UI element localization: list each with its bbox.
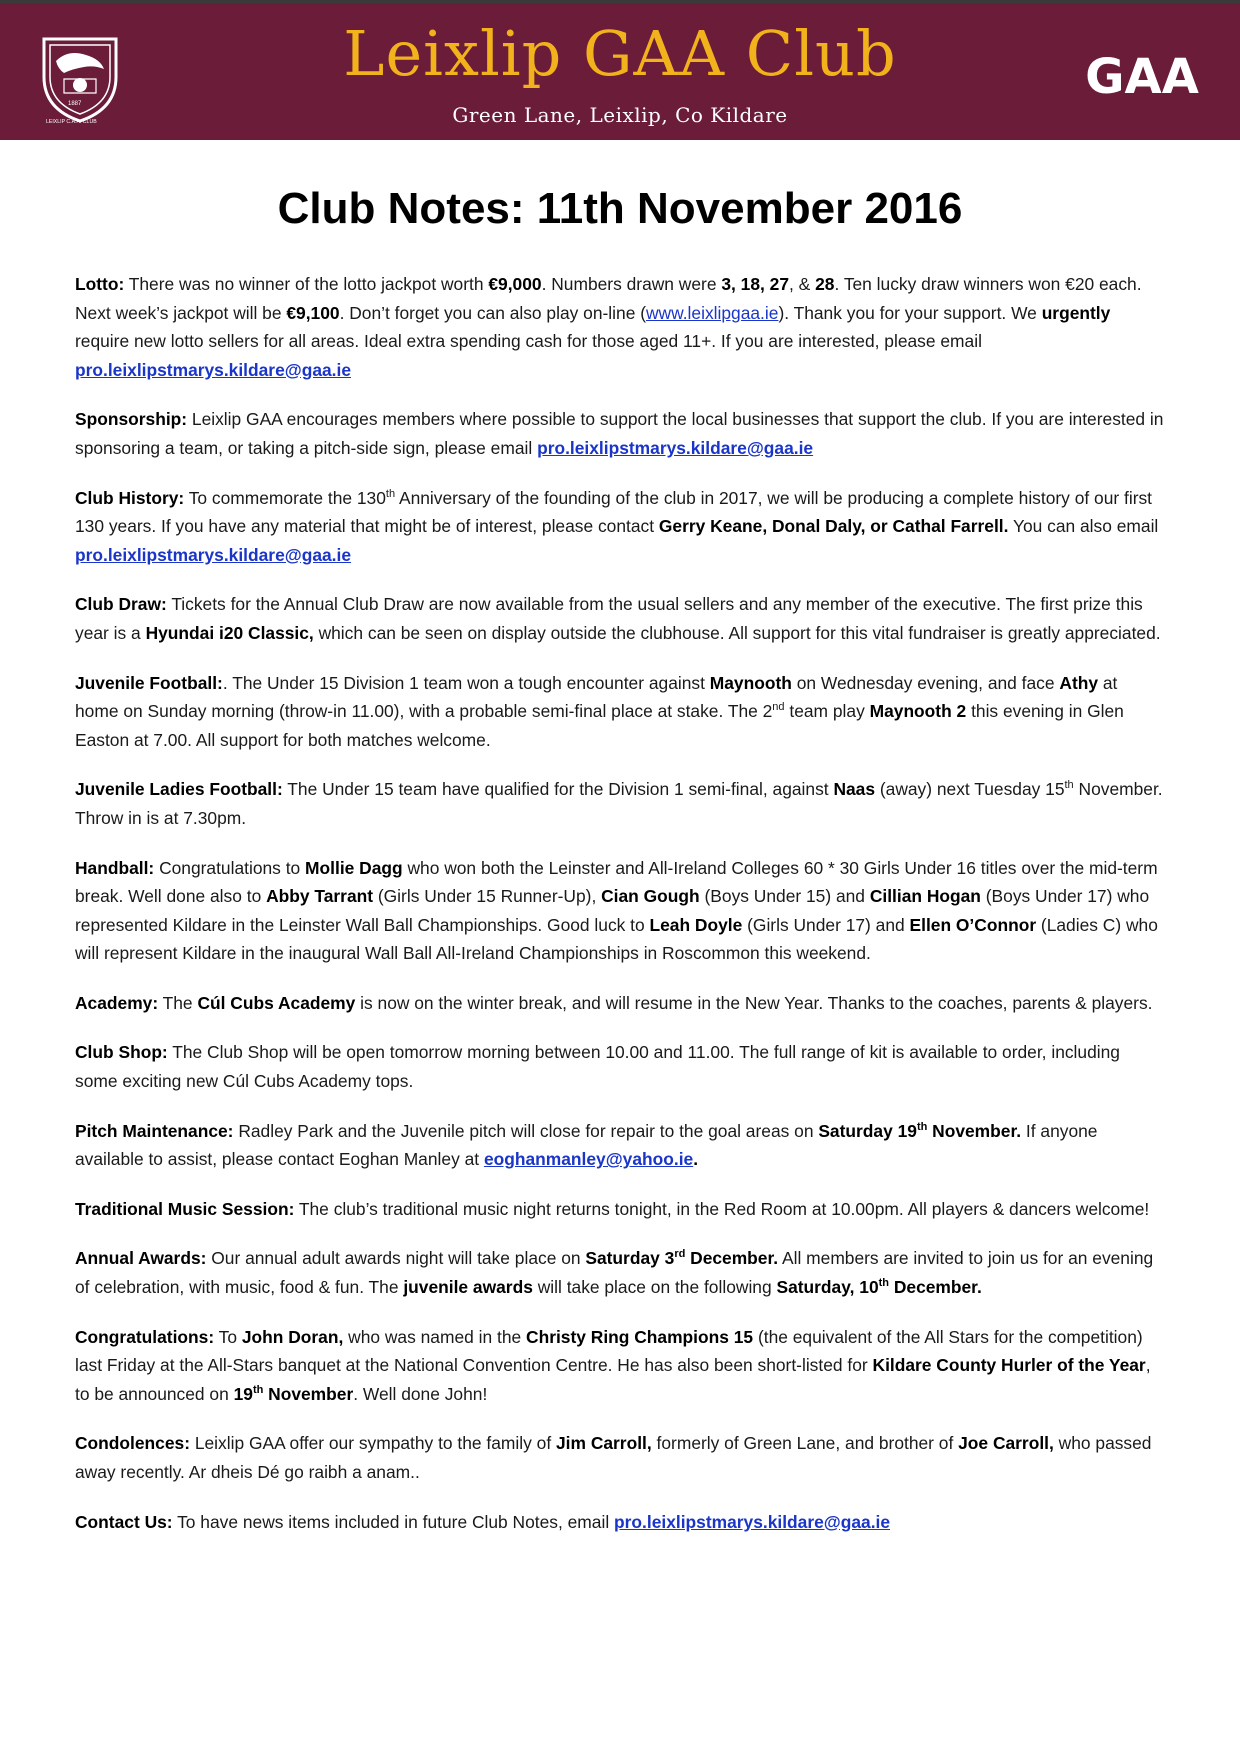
pitch-maintenance-section: Pitch Maintenance: Radley Park and the Juvenile pitch will close for repair to the goal areas on Saturday 19th November. If anyone available to assist, please contact Eoghan Manley at eoghanmanley@yahoo.ie.: [75, 1120, 1098, 1170]
contact-label: Contact Us:: [75, 1511, 173, 1532]
juvenile-football-label: Juvenile Football:: [75, 672, 223, 693]
condolences-section: Condolences: Leixlip GAA offer our sympathy to the family of Jim Carroll, formerly of Green Lane, and brother of Joe Carroll, who passed away recently. Ar dheis Dé go raibh a anam..: [75, 1433, 1152, 1482]
pitch-label: Pitch Maintenance:: [75, 1120, 234, 1141]
history-label: Club History:: [75, 487, 185, 508]
jackpot-amount: €9,000: [488, 274, 542, 294]
club-shop-section: Club Shop: The Club Shop will be open tomorrow morning between 10.00 and 11.00. The full range of kit is available to order, including some exciting new Cúl Cubs Academy tops.: [75, 1042, 1120, 1092]
email-link[interactable]: pro.leixlipstmarys.kildare@gaa.ie: [614, 1511, 891, 1532]
eoghan-email-link[interactable]: eoghanmanley@yahoo.ie: [483, 1149, 694, 1170]
crest-year: 1887: [68, 101, 82, 107]
next-jackpot: €9,100: [286, 302, 340, 323]
sponsorship-label: Sponsorship:: [75, 409, 188, 430]
handball-section: Handball: Congratulations to Mollie Dagg who won both the Leinster and All-Ireland Colleges 60 * 30 Girls Under 16 titles over the mid-term break. Well done also to Abby Tarrant (Girls Under 15 Runner-Up), Cian Gough (Boys Under 15) and Cillian Hogan (Boys Under 17) who represented Kildare in the Leinster Wall Ball Championships. Good luck to Leah Doyle (Girls Under 17) and Ellen O’Connor (Ladies C) who will represent Kildare in the inaugural Wall Ball All-Ireland Championships in Roscommon this weekend.: [75, 857, 1158, 964]
website-link[interactable]: www.leixlipgaa.ie: [646, 302, 779, 323]
music-label: Traditional Music Session:: [75, 1198, 295, 1219]
draw-label: Club Draw:: [75, 594, 167, 615]
academy-label: Academy:: [75, 992, 159, 1013]
congrats-label: Congratulations:: [75, 1326, 215, 1347]
lotto-label: Lotto:: [75, 274, 125, 294]
juvenile-football-section: Juvenile Football:. The Under 15 Division 1 team won a tough encounter against Maynooth on Wednesday evening, and face Athy at home on Sunday morning (throw-in 11.00), with a probable semi-final place at stake. The 2nd team play Maynooth 2 this evening in Glen Easton at 7.00. All support for both matches welcome.: [75, 672, 1124, 750]
sponsorship-section: Sponsorship: Leixlip GAA encourages members where possible to support the local businesses that support the club. If you are interested in sponsoring a team, or taking a pitch-side sign, please email pro.leixlipstmarys.kildare@gaa.ie: [75, 409, 1164, 458]
letterhead: [0, 0, 1240, 140]
annual-awards-section: Annual Awards: Our annual adult awards night will take place on Saturday 3rd December. All members are invited to join us for an evening of celebration, with music, food & fun. The juvenile awards will take place on the following Saturday, 10th December.: [75, 1248, 1154, 1298]
club-history-section: Club History: To commemorate the 130th Anniversary of the founding of the club in 2017, we will be producing a complete history of our first 130 years. If you have any material that might be of interest, please contact Gerry Keane, Donal Daly, or Cathal Farrell. You can also email pro.leixlipstmarys.kildare@gaa.ie: [75, 487, 1159, 565]
email-link[interactable]: pro.leixlipstmarys.kildare@gaa.ie: [75, 544, 352, 565]
awards-label: Annual Awards:: [75, 1248, 207, 1269]
music-session-section: Traditional Music Session: The club’s traditional music night returns tonight, in the Red Room at 10.00pm. All players & dancers welcome!: [75, 1198, 1150, 1219]
gaa-logo-text: GAA: [1085, 49, 1199, 103]
club-notes-body: [75, 270, 1165, 1557]
lotto-numbers: 3, 18, 27: [721, 274, 790, 294]
crest-text: LEIXLIP C.A.A. CLUB: [46, 119, 97, 125]
juvenile-ladies-label: Juvenile Ladies Football:: [75, 779, 283, 800]
club-name: Leixlip GAA Club: [343, 17, 897, 90]
shop-label: Club Shop:: [75, 1042, 168, 1063]
page-title: Club Notes: 11th November 2016: [277, 184, 963, 233]
draw-prize: Hyundai i20 Classic,: [145, 622, 314, 643]
club-address: Green Lane, Leixlip, Co Kildare: [452, 103, 788, 127]
juvenile-ladies-section: Juvenile Ladies Football: The Under 15 team have qualified for the Division 1 semi-final, against Naas (away) next Tuesday 15th November. Throw in is at 7.30pm.: [75, 779, 1163, 828]
email-link[interactable]: pro.leixlipstmarys.kildare@gaa.ie: [537, 437, 814, 458]
handball-label: Handball:: [75, 857, 155, 878]
club-draw-section: Club Draw: Tickets for the Annual Club Draw are now available from the usual sellers and any member of the executive. The first prize this year is a Hyundai i20 Classic, which can be seen on display outside the clubhouse. All support for this vital fundraiser is greatly appreciated.: [75, 594, 1161, 643]
history-contacts: Gerry Keane, Donal Daly, or Cathal Farrell.: [658, 516, 1009, 537]
academy-section: Academy: The Cúl Cubs Academy is now on the winter break, and will resume in the New Year. Thanks to the coaches, parents & players.: [75, 992, 1153, 1013]
contact-section: Contact Us: To have news items included in future Club Notes, email pro.leixlipstmarys.kildare@gaa.ie: [75, 1511, 891, 1532]
condolences-label: Condolences:: [75, 1433, 190, 1454]
lotto-section: Lotto: There was no winner of the lotto jackpot worth €9,000. Numbers drawn were 3, 18, 27, & 28. Ten lucky draw winners won €20 each. Next week’s jackpot will be €9,100. Don’t forget you can also play on-line (www.leixlipgaa.ie). Thank you for your support. We urgently require new lotto sellers for all areas. Ideal extra spending cash for those aged 11+. If you are interested, please email pro.leixlipstmarys.kildare@gaa.ie: [75, 274, 1142, 380]
email-link[interactable]: pro.leixlipstmarys.kildare@gaa.ie: [75, 359, 352, 380]
gaa-logo-icon: [1068, 47, 1216, 103]
congratulations-section: Congratulations: To John Doran, who was named in the Christy Ring Champions 15 (the equivalent of the All Stars for the competition) last Friday at the All-Stars banquet at the National Convention Centre. He has also been short-listed for Kildare County Hurler of the Year, to be announced on 19th November. Well done John!: [75, 1326, 1151, 1404]
